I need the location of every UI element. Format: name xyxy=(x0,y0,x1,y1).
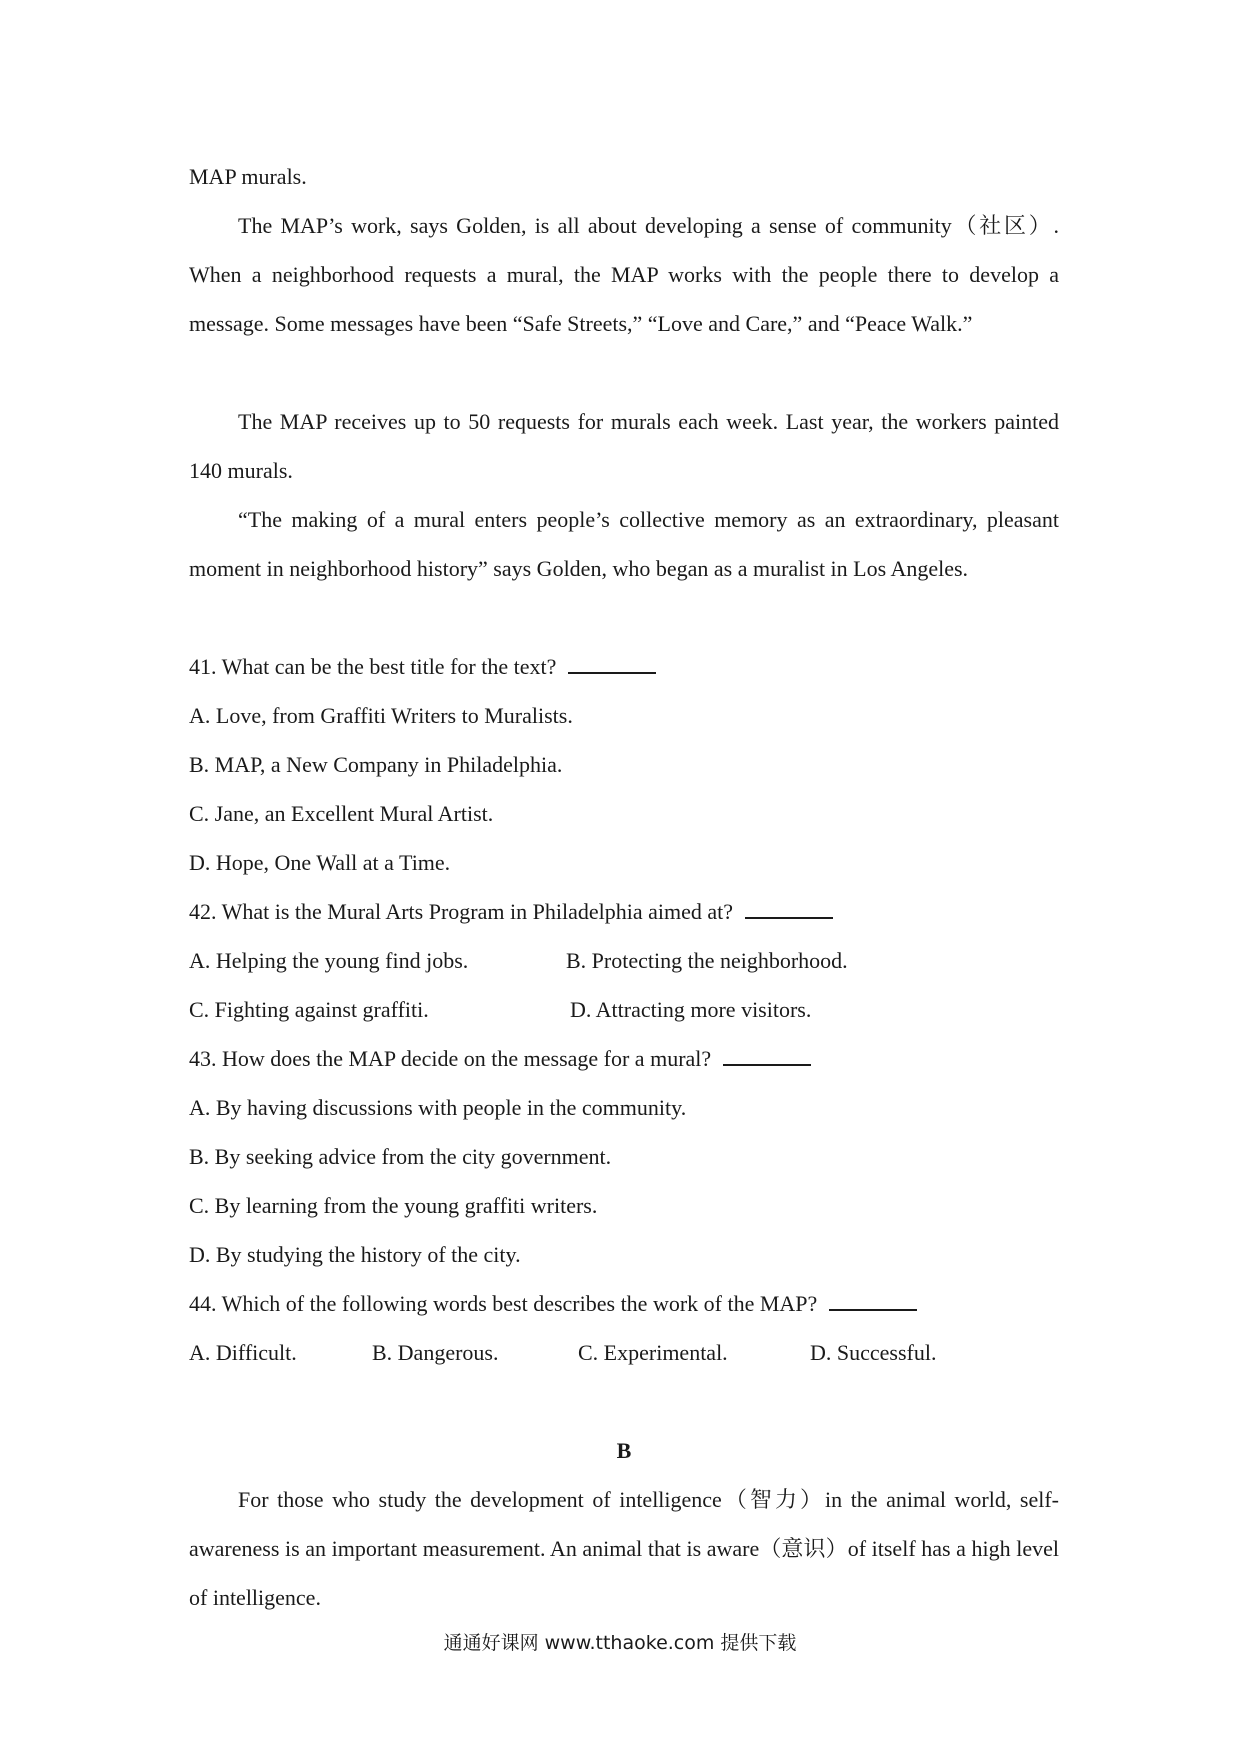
option-a: A. Love, from Graffiti Writers to Muralists. xyxy=(189,703,573,728)
passage-paragraph xyxy=(189,397,1059,495)
option-a: A. By having discussions with people in the community. xyxy=(189,1095,687,1120)
paragraph-text: The MAP’s work, says Golden, is all about developing a sense of community（社区）. When a neighborhood requests a mural, the MAP works with the people there to develop a message. Some messages have been “Safe Streets,” “Love and Care,” and “Peace Walk.” xyxy=(189,213,1059,336)
option-row xyxy=(189,985,1059,1034)
option-a: A. Difficult. xyxy=(189,1340,297,1365)
section-title: B xyxy=(616,1438,632,1463)
option-b: B. By seeking advice from the city government. xyxy=(189,1144,612,1169)
option-c: C. By learning from the young graffiti writers. xyxy=(189,1193,598,1218)
question-stem: 42. What is the Mural Arts Program in Philadelphia aimed at? xyxy=(189,899,733,924)
option-b: B. MAP, a New Company in Philadelphia. xyxy=(189,752,563,777)
question-stem: 41. What can be the best title for the text? xyxy=(189,654,557,679)
passage-paragraph xyxy=(189,495,1059,642)
question-43 xyxy=(189,1034,1059,1083)
answer-blank[interactable] xyxy=(829,1279,917,1311)
option-row xyxy=(189,1328,1059,1377)
page-content xyxy=(189,152,1059,1622)
option-d: D. Hope, One Wall at a Time. xyxy=(189,850,451,875)
option-d: D. By studying the history of the city. xyxy=(189,1242,521,1267)
option-c: C. Fighting against graffiti. xyxy=(189,997,429,1022)
question-41 xyxy=(189,642,1059,691)
page-footer: 通通好课网 www.tthaoke.com 提供下载 xyxy=(443,1632,797,1654)
question-stem: 44. Which of the following words best describes the work of the MAP? xyxy=(189,1291,818,1316)
answer-blank[interactable] xyxy=(568,642,656,674)
spacer xyxy=(189,1377,1059,1426)
option-d: D. Successful. xyxy=(810,1340,937,1365)
option-b: B. Protecting the neighborhood. xyxy=(566,948,848,973)
question-44 xyxy=(189,1279,1059,1328)
option-c: C. Jane, an Excellent Mural Artist. xyxy=(189,801,494,826)
paragraph-text: For those who study the development of intelligence（智力）in the animal world, self-awareness is an important measurement. An animal that is aware（意识）of itself has a high level of intelligence. xyxy=(189,1487,1059,1610)
option-b: B. Dangerous. xyxy=(372,1340,499,1365)
answer-blank[interactable] xyxy=(723,1034,811,1066)
paragraph-text: The MAP receives up to 50 requests for murals each week. Last year, the workers painted 140 murals. xyxy=(189,409,1059,483)
question-stem: 43. How does the MAP decide on the message for a mural? xyxy=(189,1046,712,1071)
question-42 xyxy=(189,887,1059,936)
passage-paragraph xyxy=(189,1475,1059,1622)
option-a: A. Helping the young find jobs. xyxy=(189,948,469,973)
paragraph-text: “The making of a mural enters people’s collective memory as an extraordinary, pleasant moment in neighborhood history” says Golden, who began as a muralist in Los Angeles. xyxy=(189,507,1059,581)
answer-blank[interactable] xyxy=(745,887,833,919)
option-d: D. Attracting more visitors. xyxy=(570,997,812,1022)
option-row xyxy=(189,936,1059,985)
passage-paragraph xyxy=(189,201,1059,397)
option-c: C. Experimental. xyxy=(578,1340,728,1365)
passage-line: MAP murals. xyxy=(189,164,307,189)
